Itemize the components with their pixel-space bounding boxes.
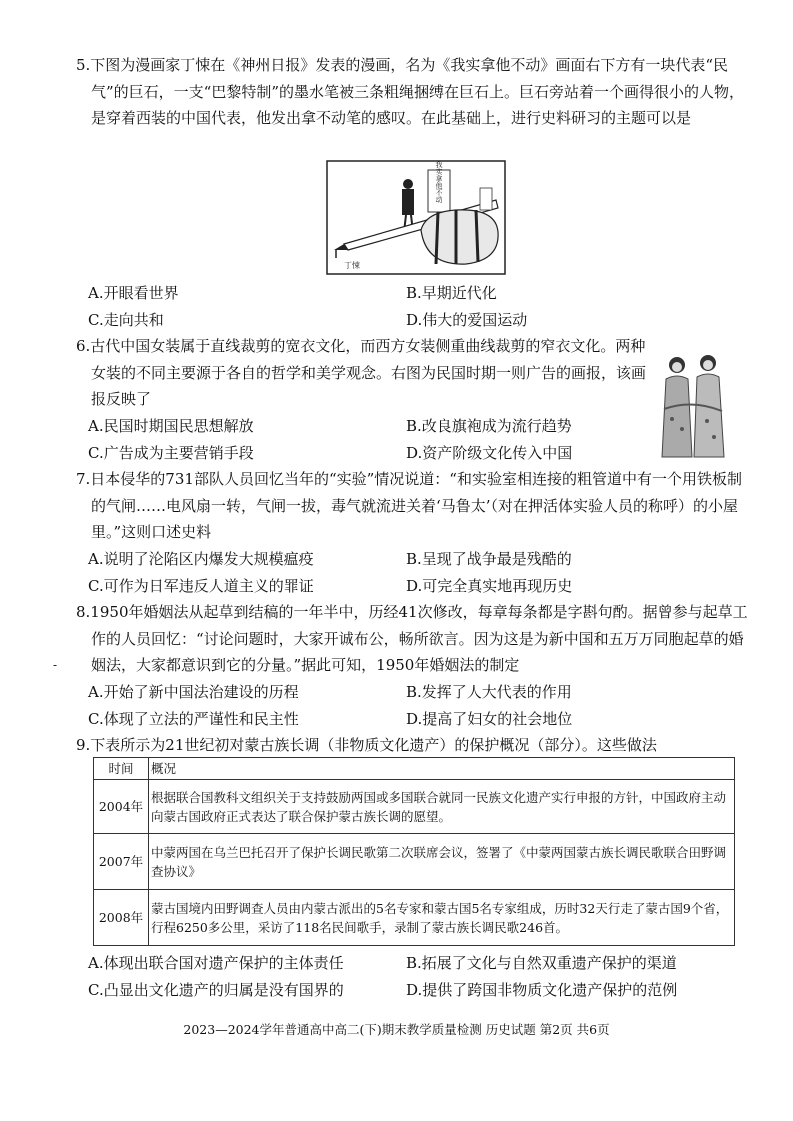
table-cell-text: 蒙古国境内田野调查人员由内蒙古派出的5名专家和蒙古国5名专家组成，历时32天行走了蒙古国9个省，行程6250多公里，采访了118名民间歌手，录制了蒙古族长调民歌246首。: [149, 890, 735, 946]
table-cell-year: 2007年: [94, 834, 149, 890]
option-7b[interactable]: B.呈现了战争最是残酷的: [406, 550, 572, 568]
question-9: [76, 732, 748, 759]
option-6b[interactable]: B.改良旗袍成为流行趋势: [406, 417, 572, 435]
question-7-stem: 7.日本侵华的731部队人员回忆当年的“实验”情况说道：“和实验室相连接的粗管道中有一个用铁板制的气闸……电风扇一转，气闸一拔，毒气就流进关着‘马鲁太’（对在押活体实验人员的称呼）的小屋里。”这则口述史料: [76, 470, 742, 541]
page-footer: 2023—2024学年普通高中高二(下)期末教学质量检测 历史试题 第2页 共6页: [183, 1022, 610, 1037]
question-6: [76, 333, 656, 413]
option-9a[interactable]: A.体现出联合国对遗产保护的主体责任: [88, 954, 344, 972]
table-row: [94, 890, 735, 946]
cartoon-signature: 丁悚: [344, 261, 360, 270]
option-6a[interactable]: A.民国时期国民思想解放: [88, 417, 254, 435]
question-6-options: [88, 413, 748, 466]
question-9-options: [88, 950, 748, 1003]
option-7c[interactable]: C.可作为日军违反人道主义的罪证: [88, 576, 314, 595]
option-9d[interactable]: D.提供了跨国非物质文化遗产保护的范例: [406, 980, 678, 999]
option-7a[interactable]: A.说明了沦陷区内爆发大规模瘟疫: [88, 550, 314, 568]
option-6c[interactable]: C.广告成为主要营销手段: [88, 443, 254, 462]
option-8c[interactable]: C.体现了立法的严谨性和民主性: [88, 709, 299, 728]
option-8d[interactable]: D.提高了妇女的社会地位: [406, 709, 573, 728]
table-row: [94, 780, 735, 834]
question-9-stem: 9.下表所示为21世纪初对蒙古族长调（非物质文化遗产）的保护概况（部分）。这些做法: [76, 736, 657, 754]
option-6d[interactable]: D.资产阶级文化传入中国: [406, 443, 573, 462]
table-header-row: [94, 758, 735, 780]
table-cell-year: 2008年: [94, 890, 149, 946]
cartoon-bubble-text: 我实拿他不动: [435, 161, 443, 203]
option-8a[interactable]: A.开始了新中国法治建设的历程: [88, 683, 299, 701]
option-8b[interactable]: B.发挥了人大代表的作用: [406, 683, 572, 701]
table-header-time: 时间: [94, 758, 149, 780]
cartoon-image: [326, 160, 506, 275]
option-9c[interactable]: C.凸显出文化遗产的归属是没有国界的: [88, 980, 344, 999]
table-cell-text: 中蒙两国在乌兰巴托召开了保护长调民歌第二次联席会议，签署了《中蒙两国蒙古族长调民歌联合田野调查协议》: [149, 834, 735, 890]
table-header-overview: 概况: [149, 758, 735, 780]
protection-table: [93, 757, 735, 946]
option-9b[interactable]: B.拓展了文化与自然双重遗产保护的渠道: [406, 954, 677, 972]
option-5c[interactable]: C.走向共和: [88, 310, 164, 329]
question-5: [76, 52, 748, 132]
table-cell-text: 根据联合国教科文组织关于支持鼓励两国或多国联合就同一民族文化遗产实行申报的方针，中国政府主动向蒙古国政府正式表达了联合保护蒙古族长调的愿望。: [149, 780, 735, 834]
question-7-options: [88, 546, 748, 599]
question-7: [76, 466, 748, 546]
stray-mark: -: [53, 658, 58, 672]
option-5d[interactable]: D.伟大的爱国运动: [406, 310, 528, 329]
question-6-stem: 6.古代中国女装属于直线裁剪的宽衣文化，而西方女装侧重曲线裁剪的窄衣文化。两种女装的不同主要源于各自的哲学和美学观念。右图为民国时期一则广告的画报，该画报反映了: [76, 337, 647, 408]
question-8-options: [88, 679, 748, 732]
table-cell-year: 2004年: [94, 780, 149, 834]
table-row: [94, 834, 735, 890]
question-8: [76, 599, 748, 679]
question-5-stem: 5.下图为漫画家丁悚在《神州日报》发表的漫画，名为《我实拿他不动》画面右下方有一块代表“民气”的巨石，一支“巴黎特制”的墨水笔被三条粗绳捆缚在巨石上。巨石旁站着一个画得很小的人物，是穿着西装的中国代表，他发出拿不动笔的感叹。在此基础上，进行史料研习的主题可以是: [76, 56, 745, 127]
question-5-options: [88, 280, 748, 333]
option-5a[interactable]: A.开眼看世界: [88, 284, 179, 302]
option-7d[interactable]: D.可完全真实地再现历史: [406, 576, 573, 595]
option-5b[interactable]: B.早期近代化: [406, 284, 497, 302]
question-8-stem: 8.1950年婚姻法从起草到结稿的一年半中，历经41次修改，每章每条都是字斟句酌。据曾参与起草工作的人员回忆：“讨论问题时，大家开诚布公，畅所欲言。因为这是为新中国和五万万同胞起草的婚姻法，大家都意识到它的分量。”据此可知，1950年婚姻法的制定: [76, 603, 748, 674]
